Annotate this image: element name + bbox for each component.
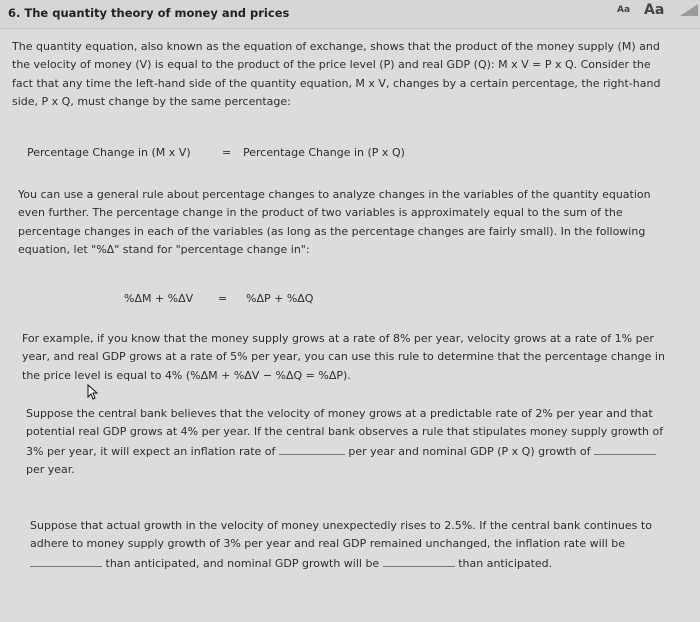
intro-line: The quantity equation, also known as the equation of exchange, shows that the product of the money supply (M) and	[12, 40, 660, 53]
q1-line: potential real GDP grows at 4% per year. If the central bank observes a rule that stipulates money supply growth of	[26, 425, 664, 439]
equation2-right: %ΔP + %ΔQ	[246, 292, 314, 305]
question2-paragraph	[30, 517, 694, 573]
example-paragraph	[22, 330, 694, 385]
example-line: year, and real GDP grows at a rate of 5% per year, you can use this rule to determine that the percentage change in	[22, 350, 665, 364]
q1-line3-text-a: 3% per year, it will expect an inflation rate of	[26, 444, 276, 458]
example-line: For example, if you know that the money supply grows at a rate of 8% per year, velocity grows at a rate of 1% per	[22, 332, 654, 345]
question1-paragraph	[26, 405, 694, 479]
q1-line3	[26, 442, 694, 461]
intro-paragraph	[12, 38, 696, 111]
question-title: 6. The quantity theory of money and prices	[8, 6, 290, 20]
q2-line3-text-a: than anticipated, and nominal GDP growth will be	[105, 556, 380, 570]
rule-line: You can use a general rule about percentage changes to analyze changes in the variables of the quantity equation	[18, 188, 651, 201]
inflation-rate-blank[interactable]	[279, 442, 345, 455]
font-decrease-button[interactable]: Aa	[617, 5, 631, 15]
rule-line: even further. The percentage change in the product of two variables is approximately equal to the sum of the	[18, 206, 623, 220]
mouse-cursor-icon	[87, 384, 99, 400]
q2-line: Suppose that actual growth in the velocity of money unexpectedly rises to 2.5%. If the central bank continues to	[30, 519, 652, 532]
q1-line3-text-b: per year and nominal GDP (P x Q) growth of	[348, 444, 591, 458]
q2-line3	[30, 554, 694, 573]
q1-line: per year.	[26, 462, 75, 476]
nominal-gdp-comparison-blank[interactable]	[383, 554, 455, 567]
rule-line: equation, let "%Δ" stand for "percentage change in":	[18, 242, 310, 256]
example-line: the price level is equal to 4% (%ΔM + %ΔV − %ΔQ = %ΔP).	[22, 368, 351, 382]
rule-line: percentage changes in each of the variables (as long as the percentage changes are fairly small). In the following	[18, 224, 646, 238]
intro-line: fact that any time the left-hand side of the quantity equation, M x V, changes by a certain percentage, the right-hand	[12, 76, 661, 90]
intro-line: the velocity of money (V) is equal to the product of the price level (P) and real GDP (Q): M x V = P x Q. Consider the	[12, 58, 651, 72]
equation1-equals: =	[222, 146, 232, 159]
equation2-equals: =	[218, 292, 228, 305]
q1-line: Suppose the central bank believes that the velocity of money grows at a predictable rate of 2% per year and that	[26, 407, 653, 420]
question-header	[0, 0, 700, 29]
intro-line: side, P x Q, must change by the same percentage:	[12, 94, 291, 108]
rule-paragraph	[18, 186, 694, 259]
q2-line3-text-b: than anticipated.	[458, 556, 553, 570]
equation1-right: Percentage Change in (P x Q)	[243, 146, 405, 159]
tool-icon[interactable]	[678, 2, 700, 18]
inflation-comparison-blank[interactable]	[30, 554, 102, 567]
equation1-left: Percentage Change in (M x V)	[27, 146, 191, 159]
q2-line: adhere to money supply growth of 3% per year and real GDP remained unchanged, the inflation rate will be	[30, 537, 625, 551]
font-increase-button[interactable]: Aa	[644, 2, 665, 18]
equation2-left: %ΔM + %ΔV	[124, 292, 194, 305]
nominal-gdp-growth-blank[interactable]	[594, 442, 656, 455]
